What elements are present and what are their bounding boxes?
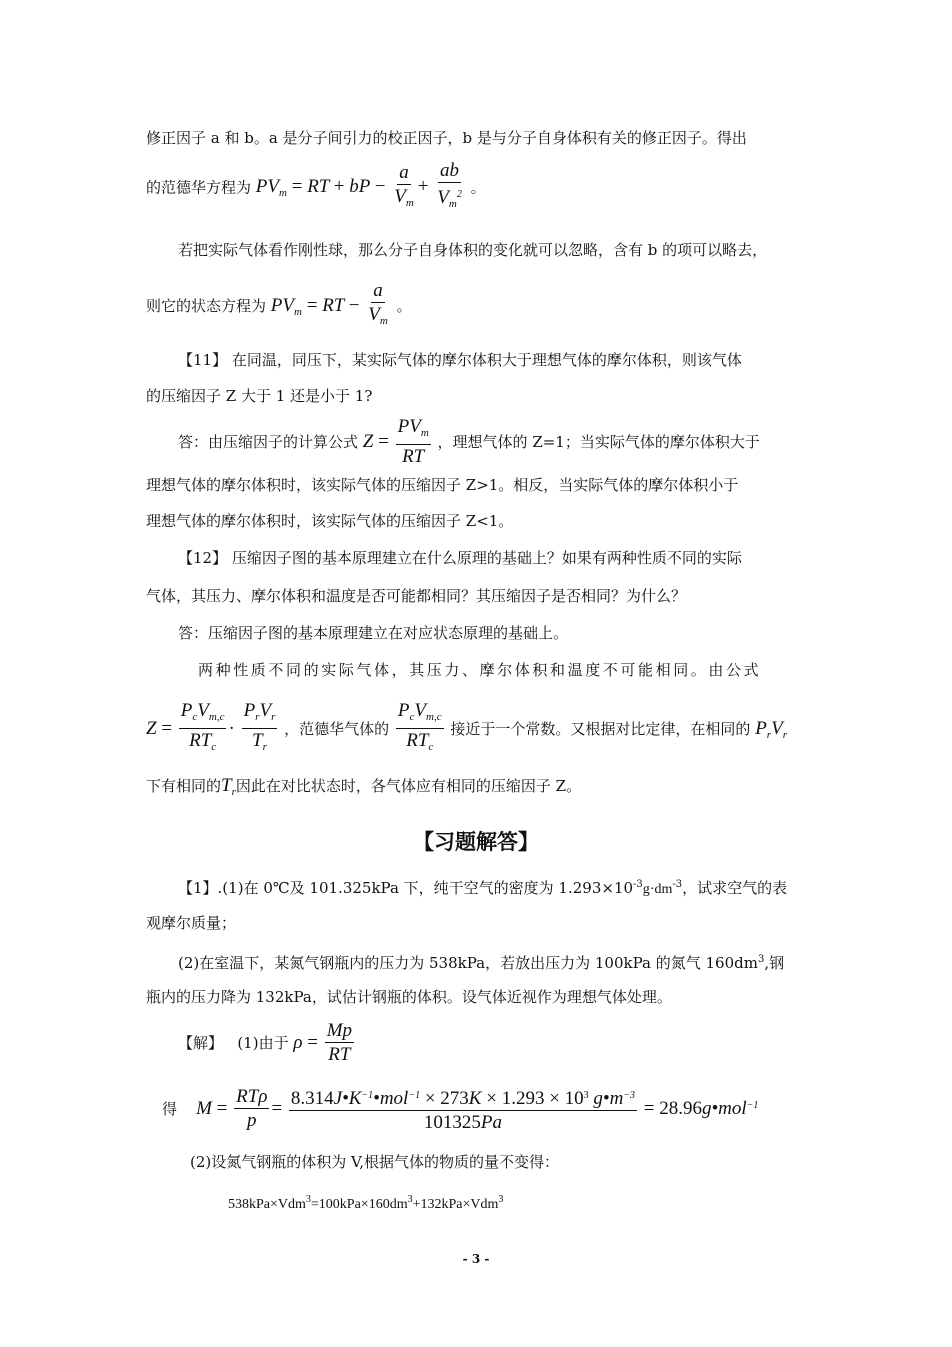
state-formula: $PV_m$ = RT − $\frac{a}{V_m}$ xyxy=(270,280,388,327)
text: 。 xyxy=(470,178,486,197)
exercise-1-line: 瓶内的压力降为 132kPa，试估计钢瓶的体积。设气体近视作为理想气体处理。 xyxy=(146,988,672,1006)
pr-vr-symbol: $P_rV_r$ xyxy=(755,717,787,741)
section-heading: 【习题解答】 xyxy=(413,830,539,854)
text: 。 xyxy=(396,296,412,315)
text: (2)在室温下，某氮气钢瓶内的压力为 538kPa，若放出压力为 100kPa 的氮气 160dm xyxy=(178,954,758,972)
question-11-line: 【11】 在同温，同压下，某实际气体的摩尔体积大于理想气体的摩尔体积，则该气体 xyxy=(178,351,742,369)
text: 因此在对比状态时，各气体应有相同的压缩因子 Z。 xyxy=(235,777,582,795)
tr-symbol: $T_r$ xyxy=(221,775,236,798)
solution-line xyxy=(178,1018,356,1068)
question-12-line: 【12】 压缩因子图的基本原理建立在什么原理的基础上？如果有两种性质不同的实际 xyxy=(178,549,742,567)
critical-ratio-formula: $\frac{P_cV_{m,c}}{RT_c}$ xyxy=(397,700,442,753)
text: ,钢 xyxy=(764,954,785,972)
text: 答：由压缩因子的计算公式 xyxy=(178,432,359,451)
paragraph-line: 若把实际气体看作刚性球，那么分子自身体积的变化就可以忽略，含有 b 的项可以略去， xyxy=(178,241,768,259)
text: ，理想气体的 Z=1；当实际气体的摩尔体积大于 xyxy=(437,432,760,451)
text: =100kPa×160dm xyxy=(310,1197,408,1212)
corresponding-states-line xyxy=(146,700,787,763)
state-equation-line xyxy=(146,280,412,337)
text: 接近于一个常数。又根据对比定律，在相同的 xyxy=(450,719,751,738)
text: 下有相同的 xyxy=(146,777,222,795)
z-formula: Z = $\frac{PV_m}{RT}$ xyxy=(362,416,429,467)
molar-mass-formula: M = $\frac{\text{RTρ}}{p}$ = $\frac{8.314J•K^{-1}•mol^{-1} \times 273K \times 1.293 \times 10^3 g•m^{-3}}{101325Pa}$ = 28.96g•mol$^{-1}$ xyxy=(196,1086,759,1133)
text: 【1】.(1)在 0℃及 101.325kPa 下，纯干空气的密度为 1.293×10 xyxy=(178,879,634,897)
text: (1)由于 xyxy=(237,1034,289,1052)
solution-label: 【解】 xyxy=(178,1034,224,1052)
answer-11-line: 理想气体的摩尔体积时，该实际气体的压缩因子 Z>1。相反，当实际气体的摩尔体积小于 xyxy=(146,476,739,494)
exercise-1-line: 观摩尔质量； xyxy=(146,914,237,932)
text: ，试求空气的表 xyxy=(682,879,788,897)
answer-11-line: 理想气体的摩尔体积时，该实际气体的压缩因子 Z<1。 xyxy=(146,512,514,530)
exercise-1-line: 【1】.(1)在 0℃及 101.325kPa 下，纯干空气的密度为 $1.293\times 10^{-3}g\cdot dm^{-3}$，试求空气的表 xyxy=(178,879,788,897)
text: 的范德华方程为 xyxy=(146,178,252,197)
solution-line: (2)设氮气钢瓶的体积为 V,根据气体的物质的量不变得： xyxy=(190,1153,559,1171)
question-11-line: 的压缩因子 Z 大于 1 还是小于 1? xyxy=(146,387,373,405)
text: ，范德华气体的 xyxy=(284,719,390,738)
text: +132kPa×Vdm xyxy=(412,1197,499,1212)
answer-12-line: 两种性质不同的实际气体，其压力、摩尔体积和温度不可能相同。由公式 xyxy=(198,661,762,679)
paragraph-line: 修正因子 a 和 b。a 是分子间引力的校正因子，b 是与分子自身体积有关的修正因子。得出 xyxy=(146,129,747,147)
page-number: - 3 - xyxy=(462,1252,490,1266)
vdw-equation-line xyxy=(146,160,486,218)
text: 则它的状态方程为 xyxy=(146,296,267,315)
answer-12-line: 答：压缩因子图的基本原理建立在对应状态原理的基础上。 xyxy=(178,624,569,642)
answer-11-line xyxy=(178,416,760,469)
text: 538kPa×Vdm xyxy=(228,1197,306,1212)
volume-equation: $538kPa\times Vdm^3=100kPa\times 160dm^3+132kPa\times Vdm^3$ xyxy=(228,1194,504,1212)
answer-12-line xyxy=(146,776,581,802)
molar-mass-line xyxy=(162,1080,758,1135)
text: 得 xyxy=(162,1100,178,1118)
z-reduced-formula: Z = $\frac{P_cV_{m,c}}{RT_c}$ · $\frac{P_rV_r}{T_r}$ xyxy=(146,700,276,753)
density-formula: ρ = $\frac{Mp}{RT}$ xyxy=(293,1020,353,1066)
exercise-1-line: (2)在室温下，某氮气钢瓶内的压力为 538kPa，若放出压力为 100kPa 的氮气 $160dm^3$,钢 xyxy=(178,954,785,972)
question-12-line: 气体，其压力、摩尔体积和温度是否可能都相同？其压缩因子是否相同？为什么？ xyxy=(146,587,687,605)
vdw-formula: $PV_m$ = RT + bP − $\frac{a}{V_m}$ + $\frac{ab}{V_m^2}$ xyxy=(255,160,462,210)
